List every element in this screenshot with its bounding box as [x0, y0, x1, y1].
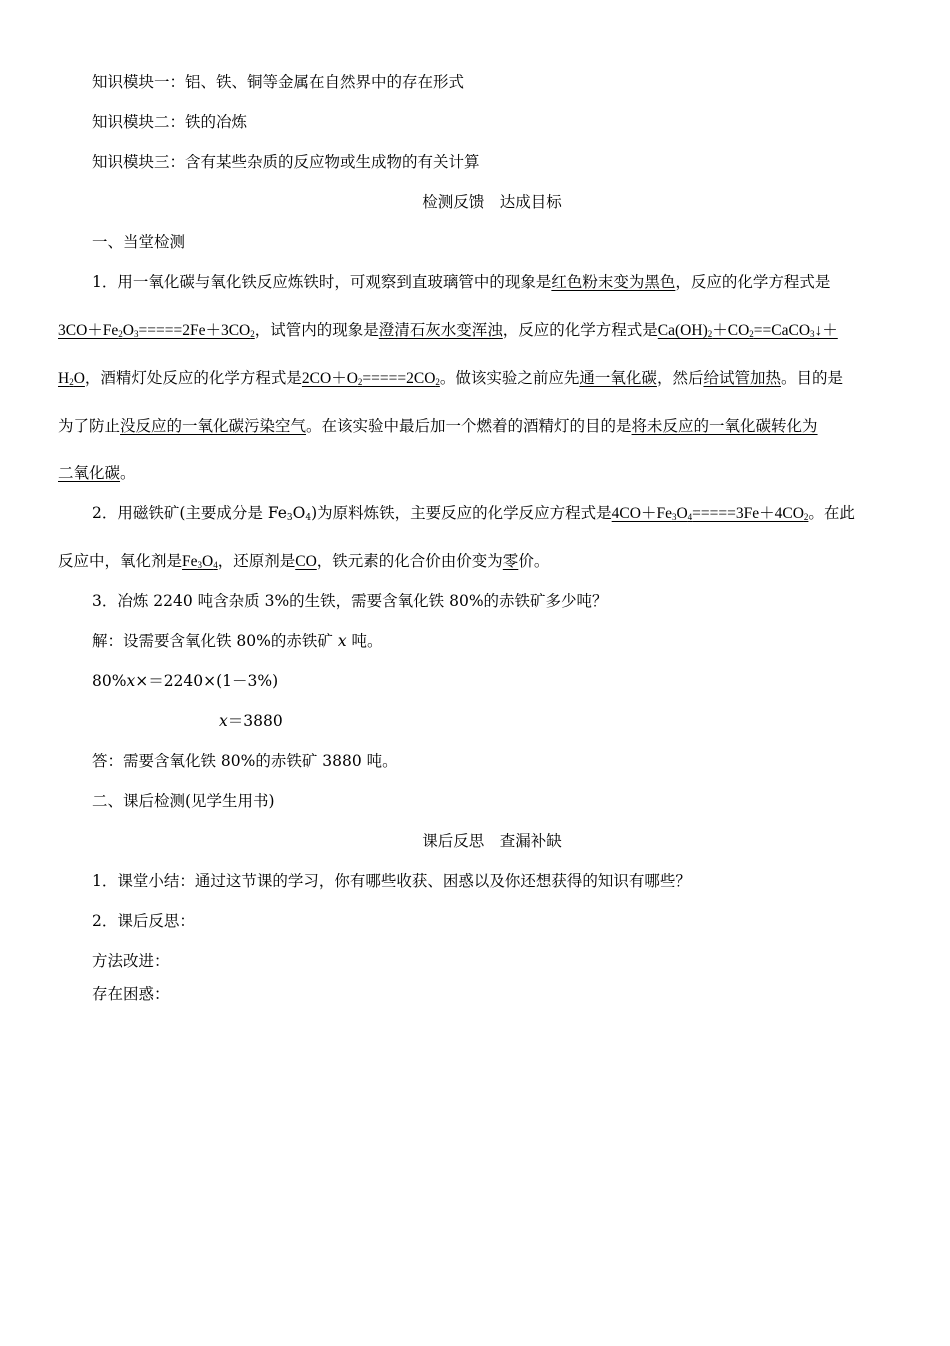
answer-lamp: 将未反应的一氧化碳转化为	[631, 417, 818, 435]
answer-lamp-cont: 二氧化碳	[58, 464, 121, 482]
q3-result: x＝3880	[219, 712, 283, 730]
answer-reductant: CO	[295, 553, 317, 570]
equation-3: $2CO+O_2=====2CO_2$	[301, 370, 440, 387]
section-title-reflection: 课后反思 查漏补缺	[422, 832, 562, 850]
answer-then-step: 给试管加热	[703, 369, 781, 387]
q3-answer: 答：需要含氧化铁 80%的赤铁矿 3880 吨。	[92, 752, 398, 770]
q1-line-3: $H_2O$，酒精灯处反应的化学方程式是$2CO+O_2=====2CO_2$。做该实验之前应先通一氧化碳，然后给试管加热。目的是	[58, 369, 843, 387]
answer-zero: 零	[502, 552, 519, 570]
equation-2: $Ca(OH)_2+CO_2==CaCO_3↓+$	[657, 322, 838, 339]
module-3: 知识模块三：含有某些杂质的反应物或生成物的有关计算	[92, 153, 480, 171]
q1-line-4: 为了防止没反应的一氧化碳污染空气。在该实验中最后加一个燃着的酒精灯的目的是将未反应的一氧化碳转化为	[58, 417, 818, 435]
q3-equation: 80%x×＝2240×(1－3%)	[92, 672, 279, 690]
q2-line-1: 2．用磁铁矿(主要成分是 $Fe_3O_4$)为原料炼铁，主要反应的化学反应方程式是$4CO+Fe_3O_4=====3Fe+4CO_2$。在此	[92, 504, 855, 523]
module-1: 知识模块一：铝、铁、铜等金属在自然界中的存在形式	[92, 73, 465, 91]
answer-phenomenon: 红色粉末变为黑色	[551, 273, 676, 291]
q3-solution: 解：设需要含氧化铁 80%的赤铁矿 x 吨。	[92, 632, 383, 650]
part2-heading: 二、课后检测(见学生用书)	[92, 792, 275, 810]
section-title-feedback: 检测反馈 达成目标	[422, 193, 562, 211]
q3-question: 3．冶炼 2240 吨含杂质 3%的生铁，需要含氧化铁 80%的赤铁矿多少吨？	[92, 592, 608, 610]
existing-confusion: 存在困惑：	[92, 985, 170, 1003]
reflection-summary: 1．课堂小结：通过这节课的学习，你有哪些收获、困惑以及你还想获得的知识有哪些？	[92, 872, 691, 890]
module-2: 知识模块二：铁的冶炼	[92, 113, 248, 131]
q1-line-2: $3CO+Fe_2O_3=====2Fe+3CO_2$，试管内的现象是澄清石灰水变浑浊，反应的化学方程式是$Ca(OH)_2+CO_2==CaCO_3↓+$	[58, 321, 838, 339]
reflection-after-class: 2．课后反思：	[92, 912, 195, 930]
equation-magnetite: $4CO+Fe_3O_4=====3Fe+4CO_2$	[611, 505, 809, 522]
equation-1: $3CO+Fe_2O_3=====2Fe+3CO_2$	[58, 322, 255, 339]
q1-line-1: 1．用一氧化碳与氧化铁反应炼铁时，可观察到直玻璃管中的现象是红色粉末变为黑色，反应的化学方程式是	[92, 273, 831, 291]
equation-2-cont: $H_2O$	[58, 370, 85, 387]
answer-tube: 澄清石灰水变浑浊	[378, 321, 503, 339]
q2-line-2: 反应中，氧化剂是$Fe_3O_4$，还原剂是CO，铁元素的化合价由价变为零价。	[58, 552, 550, 570]
method-improvement: 方法改进：	[92, 952, 170, 970]
q1-line-5: 二氧化碳。	[58, 464, 136, 482]
answer-oxidant: $Fe_3O_4$	[182, 553, 218, 570]
answer-first-step: 通一氧化碳	[579, 369, 657, 387]
part1-heading: 一、当堂检测	[92, 233, 186, 251]
answer-purpose: 没反应的一氧化碳污染空气	[120, 417, 307, 435]
